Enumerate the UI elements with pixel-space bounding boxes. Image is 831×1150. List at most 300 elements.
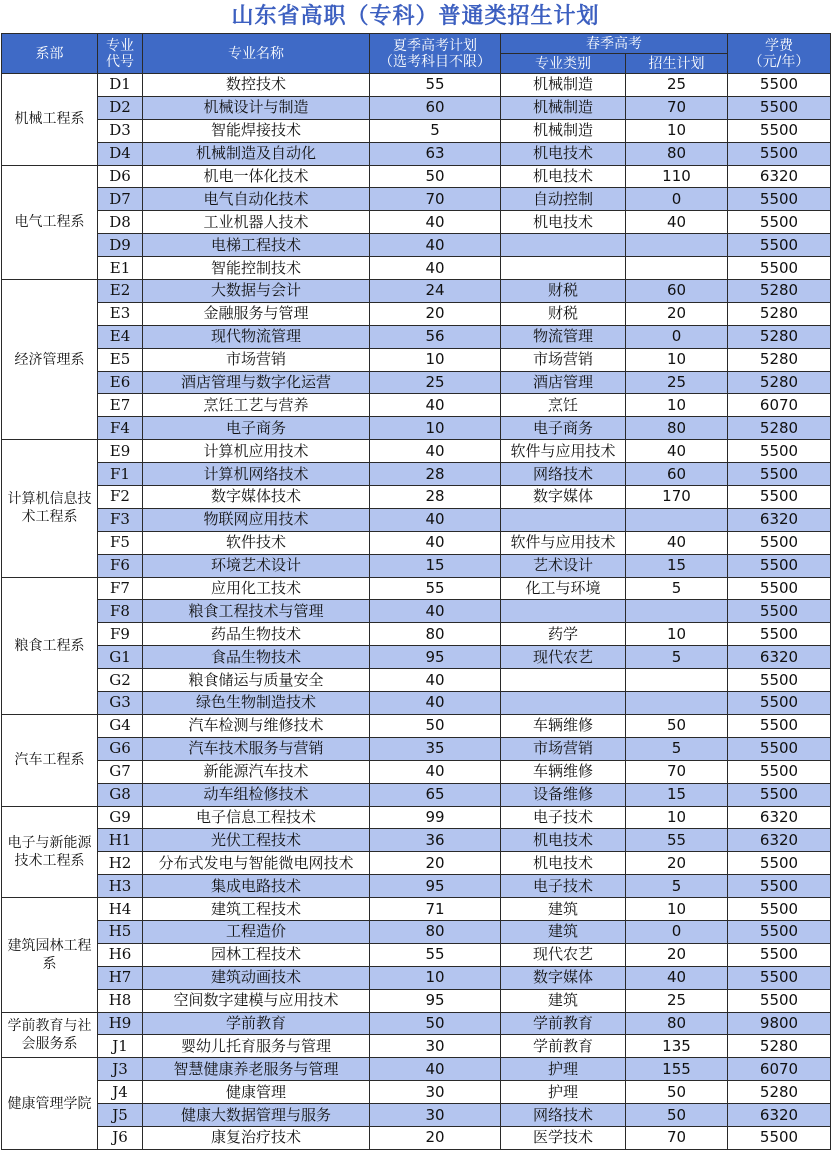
code-cell: D8 (98, 211, 143, 234)
spring-plan-cell: 40 (626, 966, 728, 989)
table-row (2, 1081, 831, 1104)
fee-cell: 6320 (728, 646, 831, 669)
summer-plan-cell: 20 (370, 302, 501, 325)
table-row (2, 943, 831, 966)
major-name-cell: 康复治疗技术 (143, 1126, 370, 1149)
code-cell: E6 (98, 371, 143, 394)
table-row (2, 280, 831, 303)
table-row (2, 96, 831, 119)
code-cell: D7 (98, 188, 143, 211)
spring-plan-cell: 155 (626, 1058, 728, 1081)
major-name-cell: 智能控制技术 (143, 257, 370, 280)
table-row (2, 165, 831, 188)
spring-plan-cell: 0 (626, 325, 728, 348)
table-row (2, 577, 831, 600)
major-name-cell: 粮食工程技术与管理 (143, 600, 370, 623)
summer-plan-cell: 55 (370, 74, 501, 97)
enrollment-plan-table (1, 33, 831, 1150)
summer-plan-cell: 99 (370, 806, 501, 829)
table-row (2, 875, 831, 898)
major-name-cell: 工业机器人技术 (143, 211, 370, 234)
summer-plan-cell: 10 (370, 417, 501, 440)
fee-cell: 5500 (728, 760, 831, 783)
code-cell: F9 (98, 623, 143, 646)
spring-type-cell: 数字媒体 (501, 966, 626, 989)
table-row (2, 760, 831, 783)
summer-plan-cell: 56 (370, 325, 501, 348)
spring-plan-cell: 0 (626, 920, 728, 943)
header-summer-plan (370, 34, 501, 74)
table-row (2, 531, 831, 554)
spring-plan-cell (626, 669, 728, 692)
major-name-cell: 汽车检测与维修技术 (143, 714, 370, 737)
code-cell: G2 (98, 669, 143, 692)
summer-plan-cell: 55 (370, 577, 501, 600)
summer-plan-cell: 80 (370, 623, 501, 646)
fee-cell: 5280 (728, 302, 831, 325)
major-name-cell: 机械制造及自动化 (143, 142, 370, 165)
summer-plan-cell: 95 (370, 875, 501, 898)
spring-plan-cell: 170 (626, 486, 728, 509)
summer-plan-cell: 70 (370, 188, 501, 211)
table-row (2, 463, 831, 486)
code-cell: G3 (98, 692, 143, 715)
table-row (2, 1058, 831, 1081)
code-cell: E5 (98, 348, 143, 371)
table-row (2, 1104, 831, 1127)
spring-type-cell: 建筑 (501, 898, 626, 921)
spring-type-cell: 网络技术 (501, 1104, 626, 1127)
code-cell: E2 (98, 280, 143, 303)
table-row (2, 257, 831, 280)
header-spring-type: 专业类别 (501, 54, 626, 74)
summer-plan-cell: 95 (370, 989, 501, 1012)
fee-cell: 5500 (728, 669, 831, 692)
summer-plan-cell: 40 (370, 600, 501, 623)
code-cell: G9 (98, 806, 143, 829)
major-name-cell: 集成电路技术 (143, 875, 370, 898)
code-cell: E7 (98, 394, 143, 417)
major-name-cell: 药品生物技术 (143, 623, 370, 646)
department-cell: 电气工程系 (2, 165, 98, 279)
fee-cell: 5500 (728, 96, 831, 119)
fee-cell: 5500 (728, 966, 831, 989)
fee-cell: 5500 (728, 188, 831, 211)
summer-plan-cell: 28 (370, 486, 501, 509)
spring-type-cell: 软件与应用技术 (501, 531, 626, 554)
code-cell: D3 (98, 119, 143, 142)
major-name-cell: 电气自动化技术 (143, 188, 370, 211)
spring-plan-cell: 10 (626, 623, 728, 646)
spring-plan-cell: 80 (626, 1012, 728, 1035)
summer-plan-cell: 10 (370, 966, 501, 989)
summer-plan-cell: 5 (370, 119, 501, 142)
summer-plan-cell: 15 (370, 554, 501, 577)
header-spring: 春季高考 (501, 34, 728, 54)
major-name-cell: 机电一体化技术 (143, 165, 370, 188)
spring-type-cell (501, 257, 626, 280)
major-name-cell: 大数据与会计 (143, 280, 370, 303)
spring-type-cell: 护理 (501, 1081, 626, 1104)
spring-plan-cell: 50 (626, 1081, 728, 1104)
department-cell: 计算机信息技术工程系 (2, 440, 98, 577)
fee-cell: 5500 (728, 119, 831, 142)
table-row (2, 394, 831, 417)
major-name-cell: 机械设计与制造 (143, 96, 370, 119)
fee-cell: 5500 (728, 463, 831, 486)
spring-type-cell: 现代农艺 (501, 646, 626, 669)
spring-type-cell: 烹饪 (501, 394, 626, 417)
code-cell: J5 (98, 1104, 143, 1127)
header-major-name: 专业名称 (143, 34, 370, 74)
table-row (2, 440, 831, 463)
summer-plan-cell: 40 (370, 257, 501, 280)
code-cell: H2 (98, 852, 143, 875)
fee-cell: 5500 (728, 714, 831, 737)
major-name-cell: 金融服务与管理 (143, 302, 370, 325)
table-row (2, 188, 831, 211)
spring-type-cell: 机械制造 (501, 119, 626, 142)
spring-plan-cell: 40 (626, 211, 728, 234)
major-name-cell: 计算机应用技术 (143, 440, 370, 463)
spring-type-cell: 化工与环境 (501, 577, 626, 600)
spring-type-cell: 酒店管理 (501, 371, 626, 394)
fee-cell: 9800 (728, 1012, 831, 1035)
spring-plan-cell (626, 600, 728, 623)
spring-type-cell: 机电技术 (501, 211, 626, 234)
fee-cell: 6070 (728, 394, 831, 417)
major-name-cell: 电子信息工程技术 (143, 806, 370, 829)
major-name-cell: 市场营销 (143, 348, 370, 371)
spring-plan-cell: 110 (626, 165, 728, 188)
summer-plan-cell: 24 (370, 280, 501, 303)
table-row (2, 600, 831, 623)
summer-plan-cell: 10 (370, 348, 501, 371)
table-row (2, 989, 831, 1012)
table-row (2, 302, 831, 325)
fee-cell: 6320 (728, 806, 831, 829)
major-name-cell: 健康大数据管理与服务 (143, 1104, 370, 1127)
spring-type-cell (501, 508, 626, 531)
fee-cell: 5280 (728, 280, 831, 303)
table-row (2, 371, 831, 394)
page-title: 山东省高职（专科）普通类招生计划 (231, 3, 600, 29)
fee-cell: 5280 (728, 325, 831, 348)
fee-cell: 6320 (728, 1104, 831, 1127)
spring-plan-cell (626, 692, 728, 715)
major-name-cell: 电梯工程技术 (143, 234, 370, 257)
spring-plan-cell: 50 (626, 1104, 728, 1127)
spring-plan-cell: 60 (626, 280, 728, 303)
spring-plan-cell: 25 (626, 74, 728, 97)
spring-plan-cell: 135 (626, 1035, 728, 1058)
table-row (2, 623, 831, 646)
fee-cell: 6320 (728, 829, 831, 852)
major-name-cell: 智能焊接技术 (143, 119, 370, 142)
spring-type-cell (501, 669, 626, 692)
code-cell: H9 (98, 1012, 143, 1035)
spring-plan-cell: 10 (626, 806, 728, 829)
spring-type-cell: 财税 (501, 302, 626, 325)
summer-plan-cell: 40 (370, 692, 501, 715)
spring-plan-cell (626, 234, 728, 257)
summer-plan-cell: 80 (370, 920, 501, 943)
major-name-cell: 新能源汽车技术 (143, 760, 370, 783)
fee-cell: 5500 (728, 852, 831, 875)
major-name-cell: 环境艺术设计 (143, 554, 370, 577)
spring-plan-cell: 10 (626, 119, 728, 142)
spring-plan-cell: 40 (626, 440, 728, 463)
table-row (2, 646, 831, 669)
table-row (2, 966, 831, 989)
code-cell: F8 (98, 600, 143, 623)
spring-type-cell: 设备维修 (501, 783, 626, 806)
code-cell: D9 (98, 234, 143, 257)
major-name-cell: 数控技术 (143, 74, 370, 97)
fee-cell: 5500 (728, 875, 831, 898)
table-row (2, 508, 831, 531)
table-row (2, 119, 831, 142)
spring-type-cell: 车辆维修 (501, 760, 626, 783)
spring-type-cell: 物流管理 (501, 325, 626, 348)
spring-type-cell: 财税 (501, 280, 626, 303)
spring-type-cell: 医学技术 (501, 1126, 626, 1149)
spring-type-cell (501, 600, 626, 623)
code-cell: H8 (98, 989, 143, 1012)
spring-plan-cell: 10 (626, 898, 728, 921)
summer-plan-cell: 30 (370, 1035, 501, 1058)
fee-cell: 5500 (728, 531, 831, 554)
header-fee (728, 34, 831, 74)
table-row (2, 142, 831, 165)
major-name-cell: 分布式发电与智能微电网技术 (143, 852, 370, 875)
fee-cell: 5500 (728, 943, 831, 966)
table-row (2, 669, 831, 692)
table-row (2, 783, 831, 806)
code-cell: H3 (98, 875, 143, 898)
spring-plan-cell: 80 (626, 142, 728, 165)
fee-cell: 6320 (728, 165, 831, 188)
department-cell: 机械工程系 (2, 74, 98, 166)
spring-type-cell: 学前教育 (501, 1035, 626, 1058)
summer-plan-cell: 71 (370, 898, 501, 921)
fee-cell: 5500 (728, 989, 831, 1012)
spring-type-cell: 药学 (501, 623, 626, 646)
summer-plan-cell: 40 (370, 1058, 501, 1081)
fee-cell: 5500 (728, 554, 831, 577)
spring-plan-cell: 40 (626, 531, 728, 554)
fee-cell: 5280 (728, 371, 831, 394)
table-row (2, 1035, 831, 1058)
fee-cell: 5500 (728, 74, 831, 97)
summer-plan-cell: 25 (370, 371, 501, 394)
department-cell: 建筑园林工程系 (2, 898, 98, 1012)
code-cell: J6 (98, 1126, 143, 1149)
major-name-cell: 智慧健康养老服务与管理 (143, 1058, 370, 1081)
major-name-cell: 酒店管理与数字化运营 (143, 371, 370, 394)
spring-plan-cell (626, 508, 728, 531)
summer-plan-cell: 50 (370, 165, 501, 188)
fee-cell: 5500 (728, 142, 831, 165)
fee-cell: 5500 (728, 692, 831, 715)
spring-plan-cell: 20 (626, 852, 728, 875)
spring-type-cell: 艺术设计 (501, 554, 626, 577)
code-cell: E4 (98, 325, 143, 348)
table-row (2, 211, 831, 234)
fee-cell: 6320 (728, 508, 831, 531)
spring-type-cell: 电子技术 (501, 875, 626, 898)
summer-plan-cell: 40 (370, 394, 501, 417)
spring-plan-cell: 60 (626, 463, 728, 486)
spring-plan-cell: 55 (626, 829, 728, 852)
spring-plan-cell: 20 (626, 302, 728, 325)
spring-type-cell: 学前教育 (501, 1012, 626, 1035)
table-row (2, 234, 831, 257)
code-cell: E3 (98, 302, 143, 325)
code-cell: F2 (98, 486, 143, 509)
code-cell: D2 (98, 96, 143, 119)
code-cell: G4 (98, 714, 143, 737)
spring-plan-cell: 10 (626, 348, 728, 371)
department-cell: 经济管理系 (2, 280, 98, 440)
major-name-cell: 建筑动画技术 (143, 966, 370, 989)
table-row (2, 74, 831, 97)
major-name-cell: 烹饪工艺与营养 (143, 394, 370, 417)
spring-plan-cell: 25 (626, 371, 728, 394)
header-summer-plan-text: 夏季高考计划 （选考科目不限） (379, 37, 491, 70)
table-row (2, 417, 831, 440)
summer-plan-cell: 50 (370, 1012, 501, 1035)
spring-plan-cell (626, 257, 728, 280)
spring-plan-cell: 70 (626, 760, 728, 783)
spring-plan-cell: 5 (626, 577, 728, 600)
summer-plan-cell: 35 (370, 737, 501, 760)
fee-cell: 5500 (728, 1126, 831, 1149)
department-cell: 电子与新能源技术工程系 (2, 806, 98, 898)
summer-plan-cell: 40 (370, 234, 501, 257)
summer-plan-cell: 95 (370, 646, 501, 669)
major-name-cell: 动车组检修技术 (143, 783, 370, 806)
major-name-cell: 食品生物技术 (143, 646, 370, 669)
major-name-cell: 学前教育 (143, 1012, 370, 1035)
code-cell: H1 (98, 829, 143, 852)
table-row (2, 920, 831, 943)
major-name-cell: 应用化工技术 (143, 577, 370, 600)
summer-plan-cell: 40 (370, 669, 501, 692)
fee-cell: 5500 (728, 920, 831, 943)
table-row (2, 806, 831, 829)
table-row (2, 325, 831, 348)
table-row (2, 852, 831, 875)
fee-cell: 5500 (728, 898, 831, 921)
code-cell: E1 (98, 257, 143, 280)
code-cell: F7 (98, 577, 143, 600)
header-code (98, 34, 143, 74)
major-name-cell: 粮食储运与质量安全 (143, 669, 370, 692)
summer-plan-cell: 55 (370, 943, 501, 966)
fee-cell: 5500 (728, 783, 831, 806)
summer-plan-cell: 20 (370, 1126, 501, 1149)
spring-plan-cell: 5 (626, 737, 728, 760)
table-row (2, 554, 831, 577)
table-row (2, 898, 831, 921)
spring-type-cell (501, 234, 626, 257)
header-spring-plan: 招生计划 (626, 54, 728, 74)
table-row (2, 1012, 831, 1035)
header-code-text: 专业 代号 (106, 37, 134, 70)
header-fee-text: 学费 （元/年） (748, 37, 810, 70)
table-row (2, 692, 831, 715)
major-name-cell: 计算机网络技术 (143, 463, 370, 486)
fee-cell: 5500 (728, 486, 831, 509)
spring-type-cell: 机电技术 (501, 142, 626, 165)
department-cell: 学前教育与社会服务系 (2, 1012, 98, 1058)
spring-plan-cell: 70 (626, 1126, 728, 1149)
major-name-cell: 建筑工程技术 (143, 898, 370, 921)
table-row (2, 486, 831, 509)
major-name-cell: 物联网应用技术 (143, 508, 370, 531)
summer-plan-cell: 30 (370, 1104, 501, 1127)
code-cell: J3 (98, 1058, 143, 1081)
table-row (2, 737, 831, 760)
code-cell: F5 (98, 531, 143, 554)
code-cell: F4 (98, 417, 143, 440)
fee-cell: 5280 (728, 1081, 831, 1104)
code-cell: E9 (98, 440, 143, 463)
spring-type-cell: 机电技术 (501, 829, 626, 852)
summer-plan-cell: 40 (370, 531, 501, 554)
fee-cell: 5280 (728, 348, 831, 371)
code-cell: G6 (98, 737, 143, 760)
major-name-cell: 园林工程技术 (143, 943, 370, 966)
spring-type-cell: 机电技术 (501, 165, 626, 188)
spring-type-cell: 车辆维修 (501, 714, 626, 737)
spring-type-cell: 电子技术 (501, 806, 626, 829)
summer-plan-cell: 40 (370, 760, 501, 783)
spring-type-cell: 自动控制 (501, 188, 626, 211)
fee-cell: 5500 (728, 440, 831, 463)
spring-plan-cell: 10 (626, 394, 728, 417)
code-cell: D1 (98, 74, 143, 97)
summer-plan-cell: 36 (370, 829, 501, 852)
major-name-cell: 工程造价 (143, 920, 370, 943)
major-name-cell: 光伏工程技术 (143, 829, 370, 852)
major-name-cell: 空间数字建模与应用技术 (143, 989, 370, 1012)
table-row (2, 714, 831, 737)
code-cell: G7 (98, 760, 143, 783)
spring-plan-cell: 15 (626, 554, 728, 577)
spring-type-cell: 机械制造 (501, 96, 626, 119)
code-cell: F3 (98, 508, 143, 531)
summer-plan-cell: 40 (370, 440, 501, 463)
spring-type-cell (501, 692, 626, 715)
summer-plan-cell: 65 (370, 783, 501, 806)
spring-plan-cell: 70 (626, 96, 728, 119)
fee-cell: 5280 (728, 1035, 831, 1058)
spring-type-cell: 市场营销 (501, 737, 626, 760)
code-cell: G8 (98, 783, 143, 806)
fee-cell: 5500 (728, 257, 831, 280)
spring-type-cell: 电子商务 (501, 417, 626, 440)
summer-plan-cell: 20 (370, 852, 501, 875)
fee-cell: 5500 (728, 234, 831, 257)
department-cell: 粮食工程系 (2, 577, 98, 714)
table-row (2, 1126, 831, 1149)
spring-type-cell: 护理 (501, 1058, 626, 1081)
code-cell: H5 (98, 920, 143, 943)
code-cell: F1 (98, 463, 143, 486)
code-cell: J4 (98, 1081, 143, 1104)
